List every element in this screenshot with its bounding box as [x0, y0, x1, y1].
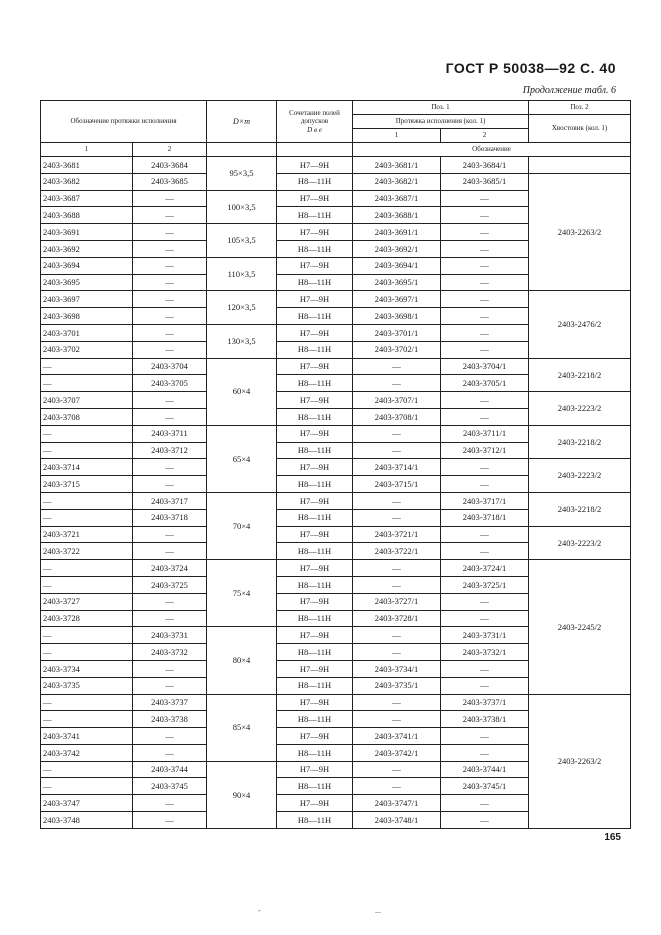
table-row	[41, 392, 631, 409]
cell-designation-1: 2403-3734	[41, 660, 133, 677]
cell-fit: H8—11H	[277, 375, 353, 392]
cell-designation-2: 2403-3705	[133, 375, 207, 392]
cell-broach-1: —	[353, 694, 441, 711]
cell-fit: H7—9H	[277, 560, 353, 577]
cell-broach-2: 2403-3724/1	[441, 560, 529, 577]
cell-fit: H8—11H	[277, 240, 353, 257]
cell-designation-1: 2403-3747	[41, 795, 133, 812]
cell-fit: H8—11H	[277, 677, 353, 694]
cell-designation-1: 2403-3692	[41, 240, 133, 257]
cell-fit: H8—11H	[277, 576, 353, 593]
cell-fit: H8—11H	[277, 543, 353, 560]
cell-designation-1: 2403-3735	[41, 677, 133, 694]
cell-designation-2: 2403-3684	[133, 157, 207, 174]
cell-broach-2: —	[441, 408, 529, 425]
table-row	[41, 459, 631, 476]
cell-broach-1: 2403-3687/1	[353, 190, 441, 207]
cell-designation-2: 2403-3717	[133, 492, 207, 509]
cell-fit: H7—9H	[277, 392, 353, 409]
cell-broach-2: —	[441, 190, 529, 207]
cell-broach-2: —	[441, 677, 529, 694]
cell-fit: H8—11H	[277, 644, 353, 661]
cell-broach-2: —	[441, 593, 529, 610]
cell-broach-2: —	[441, 341, 529, 358]
cell-broach-2: —	[441, 224, 529, 241]
cell-fit: H7—9H	[277, 425, 353, 442]
cell-broach-2: —	[441, 812, 529, 829]
cell-designation-1: 2403-3697	[41, 291, 133, 308]
cell-fit: H7—9H	[277, 694, 353, 711]
cell-designation-2: 2403-3744	[133, 761, 207, 778]
cell-designation-1: 2403-3688	[41, 207, 133, 224]
cell-designation-2: —	[133, 744, 207, 761]
table-row	[41, 425, 631, 442]
cell-designation-2: —	[133, 341, 207, 358]
cell-broach-1: —	[353, 644, 441, 661]
cell-fit: H8—11H	[277, 207, 353, 224]
cell-designation-1: 2403-3691	[41, 224, 133, 241]
cell-designation-2: 2403-3745	[133, 778, 207, 795]
bottom-mark-left: -	[258, 906, 261, 915]
cell-broach-1: 2403-3691/1	[353, 224, 441, 241]
cell-broach-2: 2403-3732/1	[441, 644, 529, 661]
cell-broach-2: 2403-3712/1	[441, 442, 529, 459]
cell-shank: 2403-2223/2	[529, 459, 631, 493]
cell-broach-2: 2403-3684/1	[441, 157, 529, 174]
cell-broach-2: —	[441, 274, 529, 291]
cell-fit: H8—11H	[277, 610, 353, 627]
table-row	[41, 358, 631, 375]
cell-shank: 2403-2223/2	[529, 392, 631, 426]
cell-dxm: 75×4	[207, 560, 277, 627]
cell-broach-1: 2403-3692/1	[353, 240, 441, 257]
cell-broach-1: 2403-3741/1	[353, 728, 441, 745]
cell-designation-2: —	[133, 224, 207, 241]
cell-designation-1: —	[41, 778, 133, 795]
cell-broach-1: 2403-3721/1	[353, 526, 441, 543]
cell-fit: H8—11H	[277, 744, 353, 761]
cell-broach-1: —	[353, 778, 441, 795]
cell-designation-1: —	[41, 627, 133, 644]
cell-designation-2: —	[133, 476, 207, 493]
cell-broach-1: 2403-3695/1	[353, 274, 441, 291]
cell-designation-1: —	[41, 761, 133, 778]
cell-designation-2: 2403-3737	[133, 694, 207, 711]
cell-designation-1: 2403-3721	[41, 526, 133, 543]
cell-broach-1: 2403-3702/1	[353, 341, 441, 358]
cell-broach-2: 2403-3685/1	[441, 173, 529, 190]
cell-broach-2: —	[441, 207, 529, 224]
cell-designation-1: 2403-3728	[41, 610, 133, 627]
cell-designation-2: 2403-3731	[133, 627, 207, 644]
cell-designation-1: 2403-3702	[41, 341, 133, 358]
cell-shank: 2403-2263/2	[529, 173, 631, 291]
cell-broach-1: —	[353, 425, 441, 442]
cell-designation-2: —	[133, 392, 207, 409]
cell-designation-2: —	[133, 459, 207, 476]
cell-designation-2: 2403-3724	[133, 560, 207, 577]
table-row	[41, 291, 631, 308]
cell-broach-1: —	[353, 509, 441, 526]
cell-designation-2: 2403-3711	[133, 425, 207, 442]
cell-designation-2: —	[133, 526, 207, 543]
table-row	[41, 526, 631, 543]
cell-designation-1: —	[41, 425, 133, 442]
cell-designation-1: 2403-3694	[41, 257, 133, 274]
cell-designation-1: 2403-3681	[41, 157, 133, 174]
cell-designation-2: —	[133, 240, 207, 257]
cell-fit: H8—11H	[277, 341, 353, 358]
cell-designation-1: 2403-3698	[41, 308, 133, 325]
cell-fit: H8—11H	[277, 308, 353, 325]
cell-designation-2: —	[133, 408, 207, 425]
table-row	[41, 560, 631, 577]
cell-fit: H8—11H	[277, 442, 353, 459]
cell-broach-1: 2403-3697/1	[353, 291, 441, 308]
cell-dxm: 110×3,5	[207, 257, 277, 291]
header-fit-title: Сочетание полей допусков	[289, 109, 340, 126]
cell-broach-2: —	[441, 543, 529, 560]
cell-broach-2: —	[441, 392, 529, 409]
cell-broach-2: —	[441, 459, 529, 476]
cell-dxm: 100×3,5	[207, 190, 277, 224]
cell-designation-1: 2403-3687	[41, 190, 133, 207]
cell-broach-1: —	[353, 576, 441, 593]
cell-broach-1: 2403-3698/1	[353, 308, 441, 325]
page-number: 165	[604, 832, 621, 843]
cell-broach-2: 2403-3738/1	[441, 711, 529, 728]
cell-designation-2: 2403-3732	[133, 644, 207, 661]
cell-fit: H8—11H	[277, 711, 353, 728]
cell-fit: H8—11H	[277, 812, 353, 829]
cell-shank: 2403-2245/2	[529, 560, 631, 694]
cell-fit: H7—9H	[277, 761, 353, 778]
cell-broach-2: —	[441, 257, 529, 274]
table-row	[41, 173, 631, 190]
cell-designation-2: 2403-3725	[133, 576, 207, 593]
header-pos1: Поз. 1	[353, 101, 529, 115]
cell-designation-2: —	[133, 274, 207, 291]
cell-broach-2: —	[441, 610, 529, 627]
cell-broach-1: 2403-3748/1	[353, 812, 441, 829]
cell-designation-2: —	[133, 593, 207, 610]
cell-broach-1: 2403-3688/1	[353, 207, 441, 224]
cell-fit: H8—11H	[277, 408, 353, 425]
header-broach: Протяжка исполнения (кол. 1)	[353, 115, 529, 129]
cell-broach-1: 2403-3707/1	[353, 392, 441, 409]
header-fit-subtitle: D в е	[307, 125, 322, 134]
cell-designation-1: —	[41, 509, 133, 526]
cell-broach-2: —	[441, 291, 529, 308]
cell-designation-1: 2403-3715	[41, 476, 133, 493]
cell-designation-2: —	[133, 812, 207, 829]
cell-designation-2: —	[133, 257, 207, 274]
cell-broach-2: —	[441, 476, 529, 493]
cell-fit: H7—9H	[277, 627, 353, 644]
cell-dxm: 95×3,5	[207, 157, 277, 191]
cell-designation-1: —	[41, 694, 133, 711]
cell-broach-1: 2403-3701/1	[353, 324, 441, 341]
cell-broach-2: 2403-3744/1	[441, 761, 529, 778]
cell-designation-2: —	[133, 308, 207, 325]
cell-broach-1: 2403-3742/1	[353, 744, 441, 761]
cell-designation-1: —	[41, 358, 133, 375]
cell-fit: H7—9H	[277, 190, 353, 207]
cell-broach-1: —	[353, 627, 441, 644]
cell-dxm: 70×4	[207, 492, 277, 559]
cell-designation-2: 2403-3704	[133, 358, 207, 375]
cell-broach-1: —	[353, 442, 441, 459]
cell-designation-1: —	[41, 375, 133, 392]
cell-broach-1: 2403-3681/1	[353, 157, 441, 174]
cell-dxm: 105×3,5	[207, 224, 277, 258]
cell-designation-2: 2403-3712	[133, 442, 207, 459]
cell-designation-2: 2403-3718	[133, 509, 207, 526]
cell-fit: H7—9H	[277, 324, 353, 341]
cell-shank: 2403-2263/2	[529, 694, 631, 828]
cell-designation-2: 2403-3738	[133, 711, 207, 728]
cell-designation-2: —	[133, 795, 207, 812]
cell-broach-2: 2403-3705/1	[441, 375, 529, 392]
cell-broach-1: 2403-3694/1	[353, 257, 441, 274]
cell-broach-1: 2403-3734/1	[353, 660, 441, 677]
cell-broach-1: 2403-3728/1	[353, 610, 441, 627]
cell-dxm: 130×3,5	[207, 324, 277, 358]
cell-designation-2: —	[133, 728, 207, 745]
cell-broach-2: —	[441, 324, 529, 341]
cell-shank: 2403-2218/2	[529, 425, 631, 459]
cell-designation-1: —	[41, 711, 133, 728]
header-col-number-1: 1	[41, 143, 133, 157]
cell-designation-2: —	[133, 660, 207, 677]
cell-designation-1: 2403-3722	[41, 543, 133, 560]
cell-fit: H7—9H	[277, 459, 353, 476]
cell-broach-1: 2403-3708/1	[353, 408, 441, 425]
cell-fit: H8—11H	[277, 778, 353, 795]
cell-dxm: 80×4	[207, 627, 277, 694]
cell-designation-1: 2403-3695	[41, 274, 133, 291]
cell-fit: H7—9H	[277, 224, 353, 241]
cell-designation-1: 2403-3708	[41, 408, 133, 425]
cell-broach-1: 2403-3714/1	[353, 459, 441, 476]
cell-shank: 2403-2476/2	[529, 291, 631, 358]
cell-broach-1: 2403-3747/1	[353, 795, 441, 812]
header-pos2: Поз. 2	[529, 101, 631, 115]
table-row	[41, 694, 631, 711]
cell-designation-2: —	[133, 543, 207, 560]
cell-fit: H7—9H	[277, 257, 353, 274]
cell-fit: H7—9H	[277, 157, 353, 174]
table-continuation-caption: Продолжение табл. 6	[522, 85, 616, 96]
cell-broach-1: —	[353, 492, 441, 509]
cell-fit: H7—9H	[277, 660, 353, 677]
specification-table	[40, 100, 631, 829]
cell-designation-1: 2403-3741	[41, 728, 133, 745]
cell-broach-2: —	[441, 308, 529, 325]
cell-broach-1: —	[353, 358, 441, 375]
cell-fit: H8—11H	[277, 173, 353, 190]
cell-designation-2: 2403-3685	[133, 173, 207, 190]
cell-designation-2: —	[133, 324, 207, 341]
cell-broach-1: —	[353, 375, 441, 392]
cell-shank: 2403-2218/2	[529, 358, 631, 392]
table-body	[41, 157, 631, 829]
header-dxm: D×m	[207, 101, 277, 143]
header-pos1-col2: 2	[441, 129, 529, 143]
cell-fit: H7—9H	[277, 593, 353, 610]
cell-dxm: 120×3,5	[207, 291, 277, 325]
cell-fit: H7—9H	[277, 526, 353, 543]
cell-designation-1: 2403-3707	[41, 392, 133, 409]
cell-broach-1: —	[353, 761, 441, 778]
cell-broach-2: —	[441, 240, 529, 257]
cell-designation-1: —	[41, 576, 133, 593]
cell-broach-2: —	[441, 795, 529, 812]
cell-broach-2: 2403-3745/1	[441, 778, 529, 795]
cell-designation-1: 2403-3701	[41, 324, 133, 341]
cell-fit: H7—9H	[277, 728, 353, 745]
cell-fit: H7—9H	[277, 795, 353, 812]
cell-designation-1: 2403-3682	[41, 173, 133, 190]
bottom-mark-right: ...	[375, 906, 381, 915]
cell-designation-2: —	[133, 610, 207, 627]
cell-broach-2: —	[441, 660, 529, 677]
cell-designation-1: —	[41, 442, 133, 459]
header-col-number-2: 2	[133, 143, 207, 157]
table-row	[41, 157, 631, 174]
cell-broach-2: —	[441, 728, 529, 745]
cell-designation-2: —	[133, 677, 207, 694]
table-row	[41, 492, 631, 509]
cell-designation-1: 2403-3714	[41, 459, 133, 476]
page-header-title: ГОСТ Р 50038—92 С. 40	[445, 60, 616, 76]
cell-dxm: 90×4	[207, 761, 277, 828]
cell-broach-2: 2403-3731/1	[441, 627, 529, 644]
cell-shank: 2403-2223/2	[529, 526, 631, 560]
cell-designation-1: —	[41, 644, 133, 661]
cell-broach-1: 2403-3715/1	[353, 476, 441, 493]
cell-designation-2: —	[133, 207, 207, 224]
header-col-empty-dxm	[207, 143, 277, 157]
cell-fit: H8—11H	[277, 274, 353, 291]
cell-designation-1: 2403-3727	[41, 593, 133, 610]
cell-designation-1: —	[41, 492, 133, 509]
cell-broach-1: 2403-3682/1	[353, 173, 441, 190]
cell-fit: H7—9H	[277, 291, 353, 308]
cell-broach-2: 2403-3717/1	[441, 492, 529, 509]
cell-dxm: 60×4	[207, 358, 277, 425]
header-shank: Хвостовик (кол. 1)	[529, 115, 631, 143]
cell-broach-2: —	[441, 526, 529, 543]
cell-designation-1: —	[41, 560, 133, 577]
cell-designation-2: —	[133, 291, 207, 308]
header-fit-combination	[277, 101, 353, 143]
cell-broach-1: 2403-3727/1	[353, 593, 441, 610]
header-pos1-col1: 1	[353, 129, 441, 143]
header-oboznachenie: Обозначение	[353, 143, 631, 157]
cell-fit: H7—9H	[277, 358, 353, 375]
cell-broach-2: 2403-3737/1	[441, 694, 529, 711]
cell-broach-2: —	[441, 744, 529, 761]
cell-fit: H8—11H	[277, 476, 353, 493]
cell-broach-2: 2403-3704/1	[441, 358, 529, 375]
cell-dxm: 65×4	[207, 425, 277, 492]
cell-broach-1: —	[353, 560, 441, 577]
cell-fit: H8—11H	[277, 509, 353, 526]
cell-shank	[529, 157, 631, 174]
cell-broach-1: 2403-3722/1	[353, 543, 441, 560]
cell-designation-1: 2403-3748	[41, 812, 133, 829]
cell-designation-2: —	[133, 190, 207, 207]
cell-designation-1: 2403-3742	[41, 744, 133, 761]
cell-broach-1: —	[353, 711, 441, 728]
header-designation: Обозначение протяжки исполнения	[41, 101, 207, 143]
cell-shank: 2403-2218/2	[529, 492, 631, 526]
cell-broach-2: 2403-3718/1	[441, 509, 529, 526]
cell-broach-2: 2403-3725/1	[441, 576, 529, 593]
header-col-empty-fit	[277, 143, 353, 157]
cell-broach-1: 2403-3735/1	[353, 677, 441, 694]
cell-broach-2: 2403-3711/1	[441, 425, 529, 442]
cell-fit: H7—9H	[277, 492, 353, 509]
cell-dxm: 85×4	[207, 694, 277, 761]
